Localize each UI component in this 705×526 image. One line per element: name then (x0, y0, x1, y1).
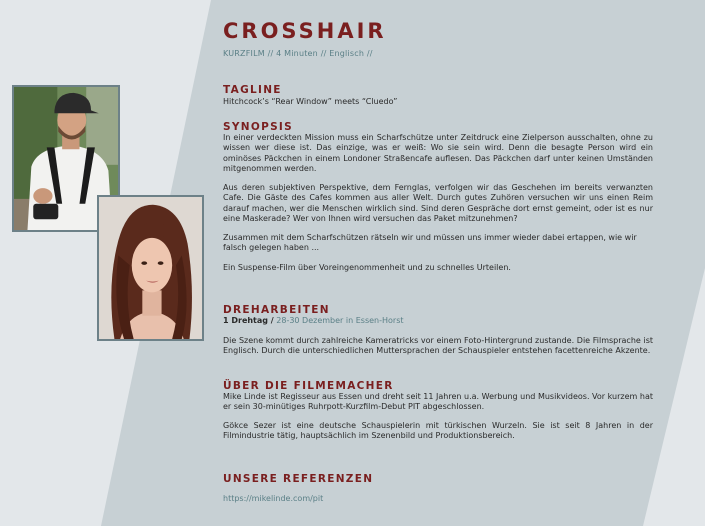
shooting-days: 1 Drehtag / (223, 316, 274, 325)
filmemacher-heading: ÜBER DIE FILMEMACHER (223, 380, 394, 392)
synopsis-paragraph-1: In einer verdeckten Mission muss ein Scharfschütze unter Zeitdruck eine Zielperson ausschalten, ohne zu wissen wer diese ist. Das einzige, was er weiß: Wo sie sein wird. Denn die besagte Person wird ein ominöses Päckchen in einem Londoner Straßencafe auflesen. Das Päckchen darf unter keinen Umständen mitgenommen werden. (223, 133, 653, 173)
dreharbeiten-schedule (223, 316, 653, 326)
shooting-dates: 28-30 Dezember in Essen-Horst (276, 316, 404, 325)
dreharbeiten-paragraph: Die Szene kommt durch zahlreiche Kameratricks vor einem Foto-Hintergrund zustande. Die Filmsprache ist Englisch. Durch die unterschiedlichen Muttersprachen der Schauspieler entstehen facettenreiche Akzente. (223, 336, 653, 356)
synopsis-paragraph-2: Aus deren subjektiven Perspektive, dem Fernglas, verfolgen wir das Geschehen im bereits verwanzten Cafe. Die Gäste des Cafes kommen aus aller Welt. Durch gutes Zuhören versuchen wir uns einen Reim darauf machen, wer die Menschen wirklich sind. Sind deren Gespräche dort ernst gemeint, oder ist es nur eine Maskerade? Wer von Ihnen wird versuchen das Paket mitzunehmen? (223, 183, 653, 223)
tagline-text: Hitchcock’s “Rear Window” meets “Cluedo” (223, 97, 398, 106)
filmemacher-paragraph-1: Mike Linde ist Regisseur aus Essen und dreht seit 11 Jahren u.a. Werbung und Musikvideos. Vor kurzem hat er sein 30-minütiges Ruhrpott-Kurzfilm-Debut PIT abgeschlossen. (223, 392, 653, 412)
tagline-heading: TAGLINE (223, 84, 282, 96)
film-title: CROSSHAIR (223, 19, 387, 43)
synopsis-heading: SYNOPSIS (223, 121, 294, 133)
film-meta: KURZFILM // 4 Minuten // Englisch // (223, 49, 373, 58)
synopsis-paragraph-3: Zusammen mit dem Scharfschützen rätseln wir und müssen uns immer wieder dabei ertappen, wie wir falsch gelegen haben ... (223, 233, 637, 253)
reference-link[interactable]: https://mikelinde.com/pit (223, 494, 324, 503)
filmemacher-paragraph-2: Gökce Sezer ist eine deutsche Schauspielerin mit türkischen Wurzeln. Sie ist seit 8 Jahren in der Filmindustrie tätig, hauptsächlich im Szenenbild und Produktionsbereich. (223, 421, 653, 441)
referenzen-heading: UNSERE REFERENZEN (223, 473, 374, 485)
actress-photo (97, 195, 204, 341)
synopsis-paragraph-4: Ein Suspense-Film über Voreingenommenheit und zu schnelles Urteilen. (223, 263, 511, 272)
dreharbeiten-heading: DREHARBEITEN (223, 304, 330, 316)
